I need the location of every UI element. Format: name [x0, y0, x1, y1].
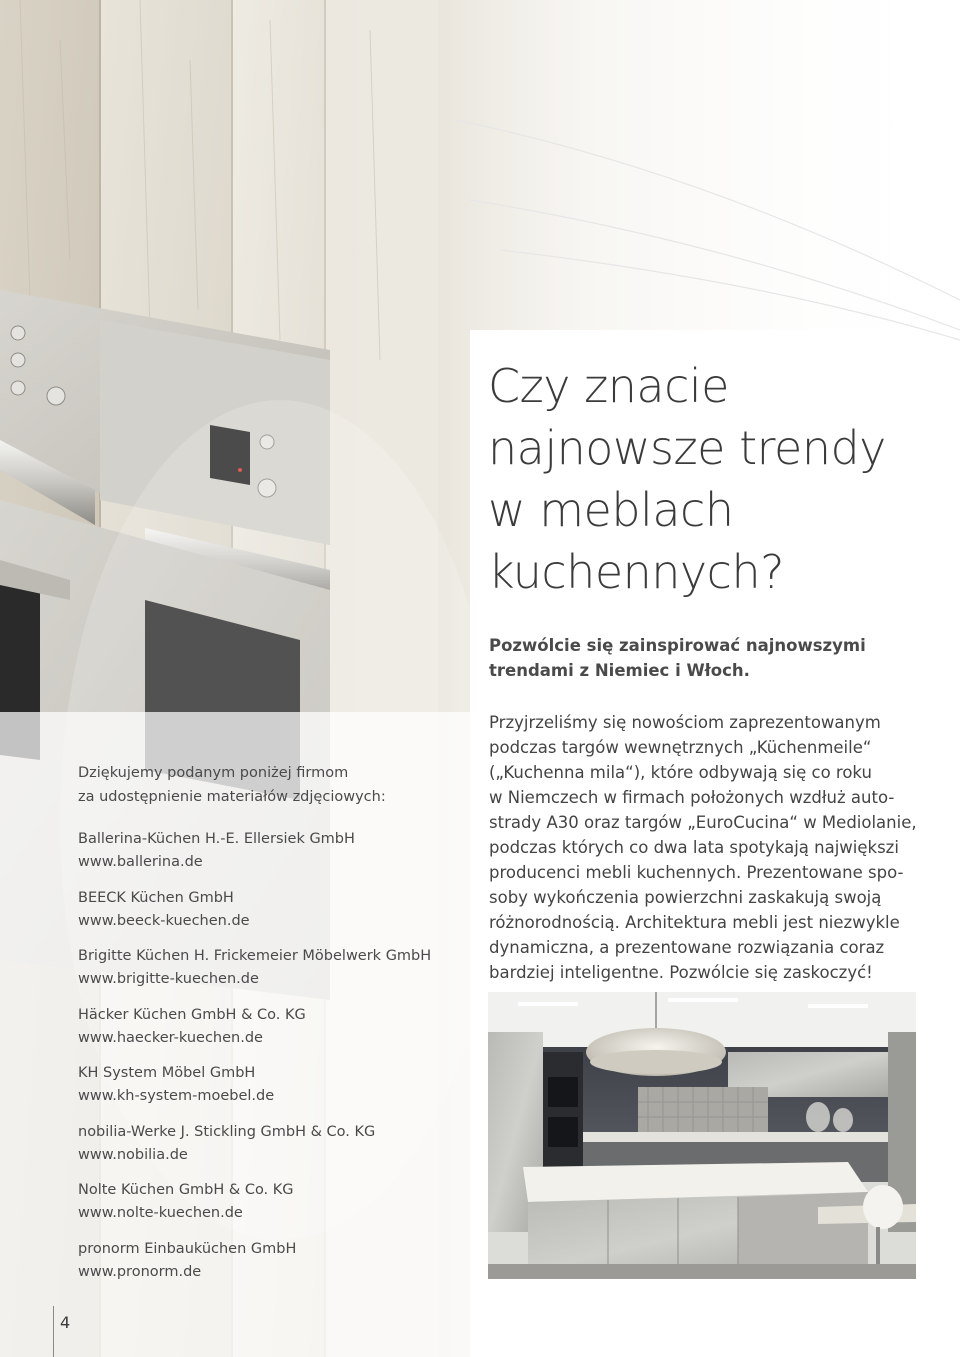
partner-name: pronorm Einbauküchen GmbH [78, 1240, 297, 1257]
partner-url[interactable]: www.haecker-kuechen.de [78, 1029, 263, 1046]
title-line: w meblach [488, 483, 734, 537]
title-line: Czy znacie [488, 359, 729, 413]
body-line: podczas targów wewnętrznych „Küchenmeile“ [489, 738, 872, 757]
body-line: różnorodnością. Architektura mebli jest niezwykle [489, 913, 900, 932]
partner-name: Brigitte Küchen H. Frickemeier Möbelwerk GmbH [78, 948, 432, 964]
partner-name: KH System Möbel GmbH [78, 1065, 256, 1081]
acknowledgement-text [78, 761, 386, 809]
page-number: 4 [60, 1313, 71, 1332]
partner-list [78, 828, 431, 1296]
list-item [78, 1179, 431, 1225]
partner-name: Ballerina-Küchen H.-E. Ellersiek GmbH [78, 831, 355, 847]
thanks-line: za udostępnienie materiałów zdjęciowych: [78, 789, 386, 805]
body-line: Przyjrzeliśmy się nowościom zaprezentowanym [489, 713, 881, 732]
page-title [488, 355, 928, 603]
list-item [78, 887, 431, 933]
intro-paragraph [489, 710, 919, 985]
body-line: strady A30 oraz targów „EuroCucina“ w Mediolanie, [489, 813, 917, 832]
body-line: w Niemczech w firmach położonych wzdłuż auto- [489, 788, 895, 807]
body-line: („Kuchenna mila“), które odbywają się co roku [489, 763, 872, 782]
kitchen-showroom-photo [488, 992, 916, 1279]
partner-name: nobilia-Werke J. Stickling GmbH & Co. KG [78, 1123, 376, 1140]
list-item [78, 1062, 431, 1108]
body-line: producenci mebli kuchennych. Prezentowane spo- [489, 863, 904, 882]
partner-url[interactable]: www.beeck-kuechen.de [78, 912, 250, 929]
partner-url[interactable]: www.ballerina.de [78, 854, 203, 870]
partner-name: Häcker Küchen GmbH & Co. KG [78, 1006, 306, 1023]
list-item [78, 945, 431, 991]
list-item [78, 1004, 431, 1050]
partner-url[interactable]: www.brigitte-kuechen.de [78, 971, 259, 987]
list-item [78, 1238, 431, 1284]
body-line: soby wykończenia powierzchni zaskakują swoją [489, 888, 882, 907]
body-line: podczas których co dwa lata spotykają największi [489, 838, 899, 857]
partner-url[interactable]: www.nolte-kuechen.de [78, 1205, 243, 1221]
body-line: bardziej inteligentne. Pozwólcie się zaskoczyć! [489, 963, 873, 982]
title-line: kuchennych? [488, 545, 785, 599]
body-line: dynamiczna, a prezentowane rozwiązania coraz [489, 938, 885, 957]
subtitle: Pozwólcie się zainspirować najnowszymi trendami z Niemiec i Włoch. [489, 636, 866, 680]
page-number-divider [53, 1306, 54, 1357]
list-item [78, 828, 431, 874]
partner-url[interactable]: www.pronorm.de [78, 1263, 202, 1280]
title-line: najnowsze trendy [488, 421, 886, 475]
partner-url[interactable]: www.kh-system-moebel.de [78, 1088, 275, 1104]
partner-name: BEECK Küchen GmbH [78, 889, 234, 906]
thanks-line: Dziękujemy podanym poniżej firmom [78, 765, 349, 781]
list-item [78, 1121, 431, 1167]
partner-name: Nolte Küchen GmbH & Co. KG [78, 1182, 294, 1198]
partner-url[interactable]: www.nobilia.de [78, 1146, 188, 1163]
